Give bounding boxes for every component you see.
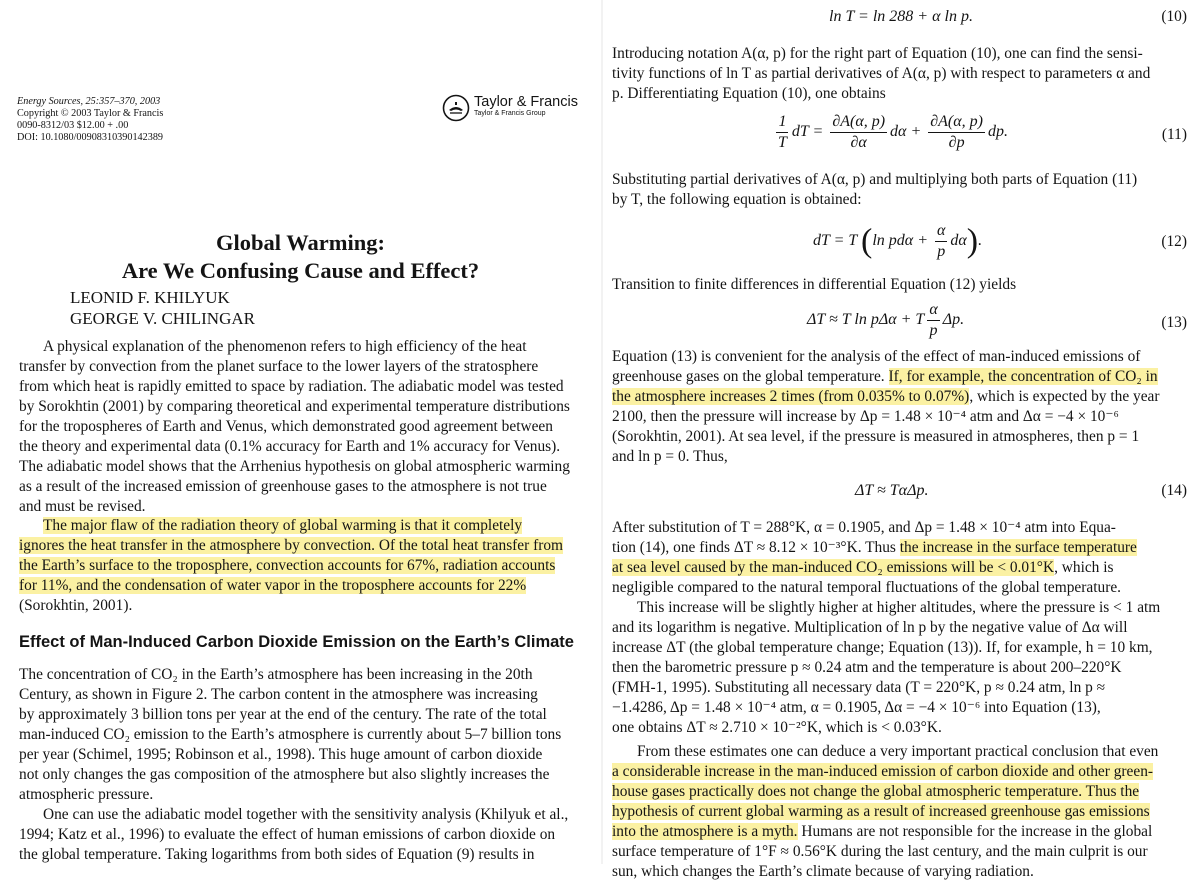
eq-fraction-denominator: p <box>929 322 938 339</box>
equation-11 <box>773 112 1008 153</box>
text-span: From these estimates one can deduce a very important practical conclusion that even <box>637 743 1159 760</box>
text-span: (Sorokhtin, 2001). At sea level, if the pressure is measured in atmospheres, then p = 1 <box>612 428 1140 445</box>
body-line: man-induced CO₂ emission to the Earth’s atmosphere is currently about 5–7 billion tons <box>19 726 562 743</box>
highlighted-text: hypothesis of current global warming as a result of increased greenhouse gas emissions <box>612 803 1150 820</box>
eq-term: dα <box>950 232 967 250</box>
eq-term: ln pdα + <box>872 232 928 250</box>
body-line: and its logarithm is negative. Multiplication of ln p by the negative value of Δα will <box>612 619 1128 636</box>
journal-metadata <box>17 96 163 144</box>
equation-12: dT = T (ln pdα + $\frac{\alpha}{p}$ dα). <box>813 222 983 260</box>
citation: (Sorokhtin, 2001). <box>19 597 133 614</box>
eq-term: . <box>978 232 983 250</box>
section-heading: Effect of Man-Induced Carbon Dioxide Emission on the Earth’s Climate <box>19 633 574 651</box>
left-page <box>0 0 601 864</box>
body-line: Transition to finite differences in differential Equation (12) yields <box>612 276 1017 293</box>
highlighted-text: the Earth’s surface to the troposphere, convection accounts for 67%, radiation accounts <box>19 557 556 574</box>
abstract-line: by Sorokhtin (2001) by comparing theoretical and experimental temperature distributions <box>19 398 570 415</box>
eq-term: dT = <box>791 123 824 141</box>
text-span: , which is expected by the year <box>969 388 1160 405</box>
body-line: Substituting partial derivatives of A(α, p) and multiplying both parts of Equation (11) <box>612 171 1138 188</box>
body-line: then the barometric pressure p ≈ 0.24 atm and the temperature is about 200–220°K <box>612 659 1122 676</box>
text-span: 2100, then the pressure will increase by Δp = 1.48 × 10⁻⁴ atm and Δα = −4 × 10⁻⁶ <box>612 408 1119 425</box>
abstract-line: the theory and experimental data (0.1% accuracy for Earth and 1% accuracy for Venus). <box>19 438 561 455</box>
right-page <box>603 0 1200 880</box>
body-line: −1.4286, Δp = 1.48 × 10⁻⁴ atm, α = 0.1905, Δα = −4 × 10⁻⁶ into Equation (13), <box>612 699 1101 716</box>
text-span: Equation (13) is convenient for the analysis of the effect of man-induced emissions of <box>612 348 1141 365</box>
body-line: Introducing notation A(α, p) for the right part of Equation (10), one can find the sensi- <box>612 45 1143 62</box>
eq-fraction-numerator: α <box>935 221 947 242</box>
abstract-line: as a result of the increased emission of greenhouse gases to the atmosphere is not true <box>19 478 547 495</box>
eq-term: dp. <box>987 123 1008 141</box>
publisher-group: Taylor & Francis Group <box>474 110 546 117</box>
eq-fraction-numerator: 1 <box>776 112 788 133</box>
body-line: by approximately 3 billion tons per year at the end of the century. The rate of the total <box>19 706 547 723</box>
eq-term: ΔT ≈ T ln pΔα + T <box>807 311 925 329</box>
publisher-name: Taylor & Francis <box>474 94 578 110</box>
body-line: not only changes the gas composition of the atmosphere but also slightly increases the <box>19 766 550 783</box>
eq-fraction-denominator: ∂α <box>850 134 867 151</box>
abstract-line: from which heat is rapidly emitted to space by radiation. The adiabatic model was tested <box>19 378 564 395</box>
body-line: per year (Schimel, 1995; Robinson et al., 1998). This huge amount of carbon dioxide <box>19 746 543 763</box>
highlighted-text: at sea level caused by the man-induced CO₂ emissions will be < 0.01°K <box>612 559 1055 576</box>
eq-term: dα + <box>890 123 922 141</box>
text-span: greenhouse gases on the global temperature. <box>612 368 889 385</box>
equation-number: (10) <box>1161 8 1187 25</box>
body-line: one obtains ΔT ≈ 2.710 × 10⁻²°K, which is < 0.03°K. <box>612 719 942 736</box>
journal-citation: Energy Sources, 25:357–370, 2003 <box>17 96 161 107</box>
text-span: negligible compared to the natural temporal fluctuations of the global temperature. <box>612 579 1121 596</box>
body-line: One can use the adiabatic model together with the sensitivity analysis (Khilyuk et al., <box>43 806 569 823</box>
equation-14: ΔT ≈ TαΔp. <box>855 482 929 499</box>
abstract-line: The adiabatic model shows that the Arrhenius hypothesis on global atmospheric warming <box>19 458 570 475</box>
equation-number: (13) <box>1161 314 1187 331</box>
eq-term: Δp. <box>942 311 965 329</box>
text-span: After substitution of T = 288°K, α = 0.1905, and Δp = 1.48 × 10⁻⁴ atm into Equa- <box>612 519 1116 536</box>
body-line: 1994; Katz et al., 1996) to evaluate the effect of human emissions of carbon dioxide on <box>19 826 556 843</box>
author-1: LEONID F. KHILYUK <box>70 288 230 307</box>
text-span: sun, which changes the Earth’s climate because of varying radiation. <box>612 863 1034 880</box>
abstract-line: and must be revised. <box>19 498 146 515</box>
abstract-line: for the tropospheres of Earth and Venus, which demonstrated good agreement between <box>19 418 553 435</box>
eq-fraction-numerator: ∂A(α, p) <box>928 112 985 133</box>
highlighted-text: If, for example, the concentration of CO₂ in <box>888 368 1158 385</box>
body-line: by T, the following equation is obtained: <box>612 191 862 208</box>
body-line: Century, as shown in Figure 2. The carbon content in the atmosphere was increasing <box>19 686 538 703</box>
body-line: The concentration of CO₂ in the Earth’s atmosphere has been increasing in the 20th <box>19 666 533 683</box>
equation-number: (12) <box>1161 233 1187 250</box>
equation-10: ln T = ln 288 + α ln p. <box>829 8 973 25</box>
issn-line: 0090-8312/03 $12.00 + .00 <box>17 120 129 131</box>
paper-title-line-1: Global Warming: <box>216 230 385 255</box>
paper-title-line-2: Are We Confusing Cause and Effect? <box>121 258 480 283</box>
text-span: surface temperature of 1°F ≈ 0.56°K during the last century, and the main culprit is our <box>612 843 1148 860</box>
text-span: and ln p = 0. Thus, <box>612 448 728 465</box>
eq-fraction-numerator: α <box>927 300 939 321</box>
body-line: the global temperature. Taking logarithms from both sides of Equation (9) results in <box>19 846 535 863</box>
highlighted-text: a considerable increase in the man-induced emission of carbon dioxide and other green- <box>612 763 1154 780</box>
eq-fraction-denominator: T <box>778 134 787 151</box>
body-line: tivity functions of ln T as partial derivatives of A(α, p) with respect to parameters α and <box>612 65 1151 82</box>
doi-line: DOI: 10.1080/00908310390142389 <box>17 132 164 143</box>
highlighted-text: the increase in the surface temperature <box>899 539 1137 556</box>
equation-13 <box>807 300 964 341</box>
eq-fraction-numerator: ∂A(α, p) <box>830 112 887 133</box>
author-2: GEORGE V. CHILINGAR <box>70 309 255 328</box>
body-line: increase ΔT (the global temperature change; Equation (13)). If, for example, h = 10 km, <box>612 639 1153 656</box>
highlighted-text: The major flaw of the radiation theory of global warming is that it completely <box>43 517 523 534</box>
body-line: This increase will be slightly higher at higher altitudes, where the pressure is < 1 atm <box>637 599 1161 616</box>
eq-fraction-denominator: ∂p <box>948 134 965 151</box>
highlighted-text: the atmosphere increases 2 times (from 0.035% to 0.07%) <box>612 388 970 405</box>
text-span: , which is <box>1054 559 1114 576</box>
text-span: tion (14), one finds ΔT ≈ 8.12 × 10⁻³°K. Thus <box>612 539 900 556</box>
abstract-line: A physical explanation of the phenomenon refers to high efficiency of the heat <box>43 338 527 355</box>
eq-term: dT = T <box>813 232 858 250</box>
highlighted-text: house gases practically does not change the global atmospheric temperature. Thus the <box>612 783 1140 800</box>
body-line: p. Differentiating Equation (10), one obtains <box>612 85 886 102</box>
equation-number: (11) <box>1161 126 1187 143</box>
copyright-line: Copyright © 2003 Taylor & Francis <box>17 108 164 119</box>
eq-fraction-denominator: p <box>937 243 946 260</box>
abstract-line: transfer by convection from the planet surface to the lower layers of the stratosphere <box>19 358 539 375</box>
body-line: (FMH-1, 1995). Substituting all necessary data (T = 220°K, p ≈ 0.24 atm, ln p ≈ <box>612 679 1106 696</box>
publisher-logo <box>442 94 578 122</box>
body-line: atmospheric pressure. <box>19 786 154 803</box>
highlighted-text: ignores the heat transfer in the atmosphere by convection. Of the total heat transfer from <box>19 537 564 554</box>
publisher-lamp-icon <box>442 94 470 122</box>
highlighted-text: for 11%, and the condensation of water vapor in the troposphere accounts for 22% <box>19 577 527 594</box>
text-span: Humans are not responsible for the increase in the global <box>797 823 1153 840</box>
equation-number: (14) <box>1161 482 1187 499</box>
highlighted-text: into the atmosphere is a myth. <box>612 823 798 840</box>
